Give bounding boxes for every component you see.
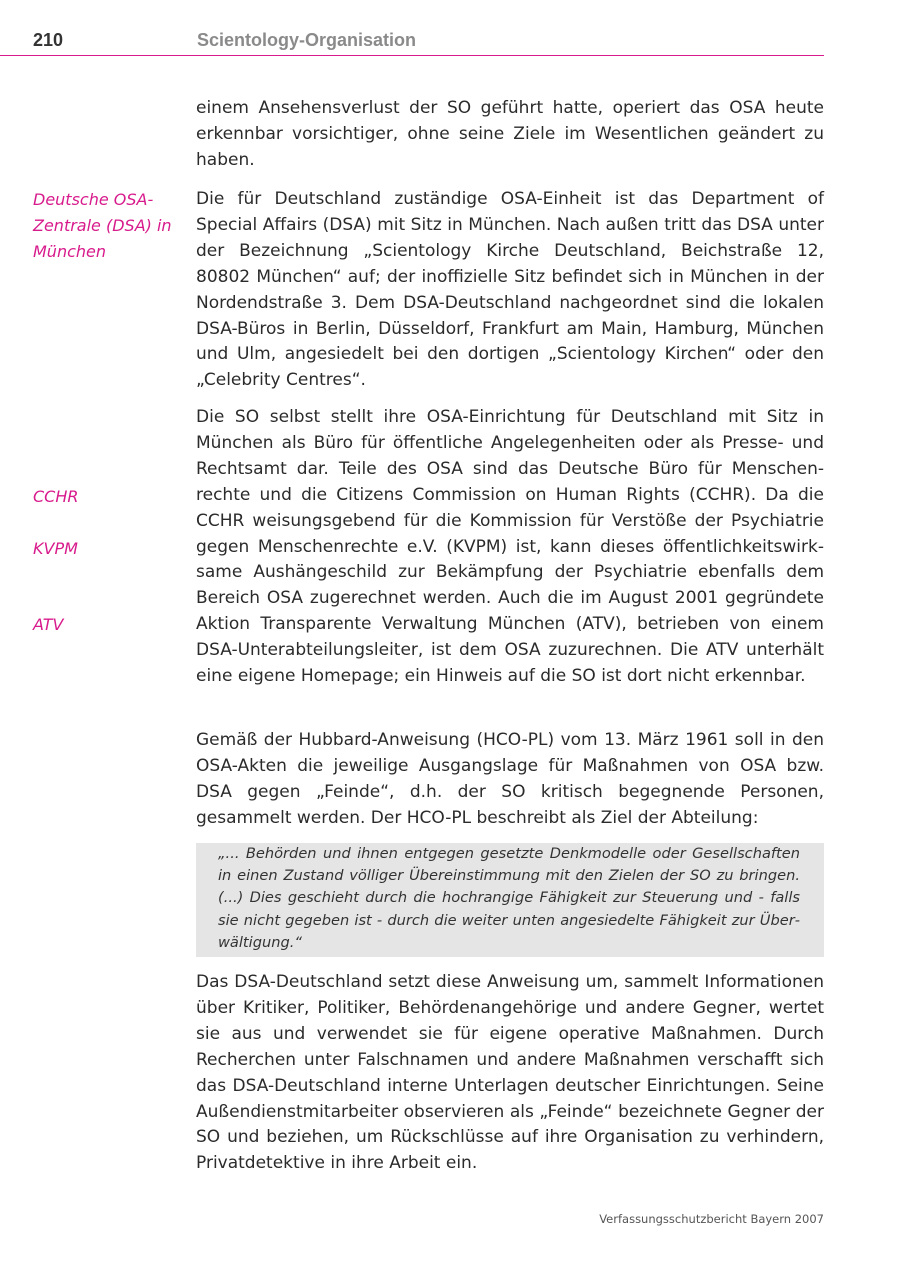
margin-note-dsa: Deutsche OSA-Zentrale (DSA) in München [33,190,172,261]
quote-box [196,843,824,957]
paragraph-4: Gemäß der Hubbard-Anweisung (HCO-PL) vom 13. März 1961 soll in den OSA-Akten die jeweilige Ausgangslage für Maßnahmen von OSA bzw. DSA gegen „Feinde“, d.h. der SO kritisch begegnende Personen, gesammelt werden. Der HCO-PL beschreibt als Ziel der Abteilung: [196,730,824,828]
margin-note-cchr: CCHR [33,487,79,506]
page-number: 210 [33,30,64,50]
paragraph-2: Die für Deutschland zuständige OSA-Einheit ist das Department of Special Affairs (DSA) mit Sitz in München. Nach außen tritt das DSA unter der Bezeichnung „Scientology Kirche Deutschland, Beichstraße 12, 80802 München“ auf; der inoffizielle Sitz befindet sich in München in der Nordendstraße 3. Dem DSA-Deutschland nachgeordnet sind die lokalen DSA-Büros in Berlin, Düsseldorf, Frankfurt am Main, Hamburg, München und Ulm, angesiedelt bei den dortigen „Scientology Kirchen“ oder den „Celebrity Centres“. [196,189,824,391]
body-column-3 [196,405,824,690]
paragraph-5: Das DSA-Deutschland setzt diese Anweisung um, sammelt Informationen über Kritiker, Politiker, Behördenangehörige und andere Gegner, wertet sie aus und verwendet sie für eigene operative Maßnahmen. Durch Recherchen unter Falschnamen und andere Maßnahmen verschafft sich das DSA-Deutschland interne Unterlagen deutscher Einrichtungen. Seine Außendienstmitarbeiter observieren als „Feinde“ bezeichnete Gegner der SO und beziehen, um Rückschlüsse auf ihre Organisation zu verhindern, Privatdetektive in ihre Arbeit ein. [196,972,824,1174]
body-column-1 [196,96,824,174]
body-column-5 [196,970,824,1177]
margin-note-atv: ATV [33,615,64,634]
block-quote: „... Behörden und ihnen entgegen gesetzte Denkmodelle oder Gesellschaften in einen Zustand völliger Übereinstimmung mit den Zielen der SO zu bringen. (...) Dies geschieht durch die hochrangige Fähigkeit zur Steuerung und - falls sie nicht gegeben ist - durch die weiter unten angesiedelte Fähigkeit zur Überwältigung.“ [218,845,800,951]
running-header-title: Scientology-Organisation [197,30,417,50]
body-column-4 [196,728,824,832]
page-footer: Verfassungsschutzbericht Bayern 2007 [599,1212,824,1226]
paragraph-3: Die SO selbst stellt ihre OSA-Einrichtung für Deutschland mit Sitz in München als Büro für öffentliche Angelegenheiten oder als Presse- und Rechtsamt dar. Teile des OSA sind das Deutsche Büro für Menschenrechte und die Citizens Commission on Human Rights (CCHR). Da die CCHR weisungsgebend für die Kommission für Verstöße der Psychiatrie gegen Menschenrechte e.V. (KVPM) ist, kann dieses öffentlichkeitswirksame Aushängeschild zur Bekämpfung der Psychiatrie ebenfalls dem Bereich OSA zugerechnet werden. Auch die im August 2001 gegründete Aktion Transparente Verwaltung München (ATV), betrieben von einem DSA-Unterabteilungsleiter, ist dem OSA zuzurechnen. Die ATV unterhält eine eigene Homepage; ein Hinweis auf die SO ist dort nicht erkennbar. [196,407,824,687]
paragraph-1: einem Ansehensverlust der SO geführt hatte, operiert das OSA heute erkennbar vorsichtiger, ohne seine Ziele im Wesentlichen geändert zu haben. [196,98,824,170]
margin-note-kvpm: KVPM [33,539,78,558]
header-rule [0,55,824,56]
body-column-2 [196,187,824,394]
